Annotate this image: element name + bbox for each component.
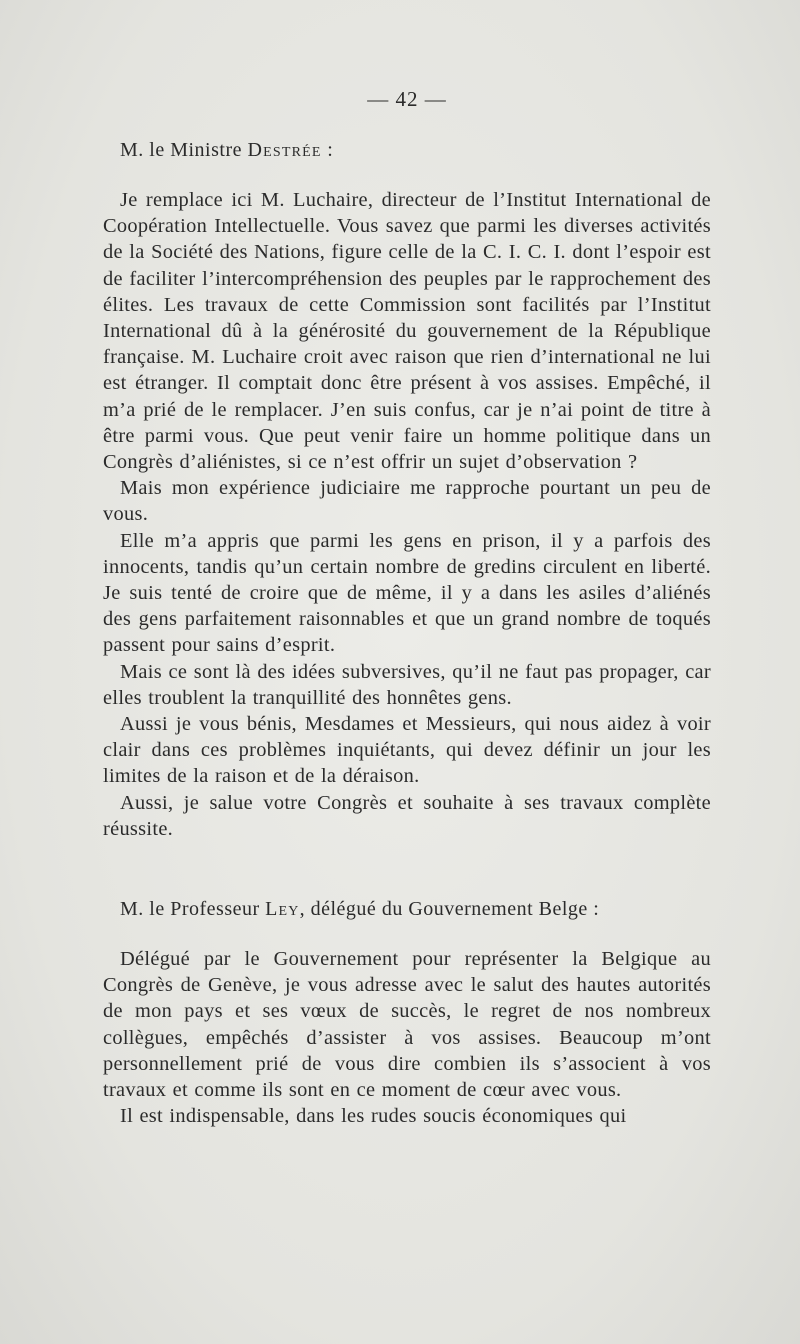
- speaker-prefix: M. le Professeur: [120, 898, 266, 921]
- paragraph: Mais ce sont là des idées subversives, qu’il ne faut pas propager, car elles troublent la tranquillité des honnêtes gens.: [103, 660, 711, 709]
- paragraph: Mais mon expérience judiciaire me rapproche pourtant un peu de vous.: [103, 477, 711, 526]
- speaker-suffix: , délégué du Gouvernement Belge :: [299, 898, 600, 921]
- speaker-prefix: M. le Ministre: [120, 139, 248, 161]
- paragraph: Aussi, je salue votre Congrès et souhaite à ses travaux complète réussite.: [103, 791, 711, 840]
- speaker-name: Ley: [265, 898, 300, 921]
- paragraph: Délégué par le Gouvernement pour représenter la Belgique au Congrès de Genève, je vous adresse avec le salut des hautes autorités de mon pays et ses vœux de succès, le regret de nos nombreux collègues, empêchés d’assister à vos assises. Beaucoup m’ont personnellement prié de vous dire combien ils s’associent à vos travaux et comme ils sont en ce moment de cœur avec vous.: [103, 948, 711, 1102]
- page-content: [103, 84, 711, 1130]
- speaker-suffix: :: [321, 139, 334, 161]
- paragraph: Elle m’a appris que parmi les gens en prison, il y a parfois des innocents, tandis qu’un certain nombre de gredins circulent en liberté. Je suis tenté de croire que de même, il y a dans les asiles d’aliénés des gens parfaitement raisonnables et que un grand nombre de toqués passent pour sains d’esprit.: [103, 529, 711, 657]
- section-gap: [103, 842, 711, 896]
- paragraph: Je remplace ici M. Luchaire, directeur de l’Institut International de Coopération Intellectuelle. Vous savez que parmi les diverses activités de la Société des Nations, figure celle de la C. I. C. I. dont l’espoir est de faciliter l’intercompréhension des peuples par le rapprochement des élites. Les travaux de cette Commission sont facilités par l’Institut International dû à la générosité du gouvernement de la République française. M. Luchaire croit avec raison que rien d’international ne lui est étranger. Il comptait donc être présent à vos assises. Empêché, il m’a prié de le remplacer. J’en suis confus, car je n’ai point de titre à être parmi vous. Que peut venir faire un homme politique dans un Congrès d’aliénistes, si ce n’est offrir un sujet d’observation ?: [103, 189, 711, 474]
- paragraph: Aussi je vous bénis, Mesdames et Messieurs, qui nous aidez à voir clair dans ces problèmes inquiétants, qui devez définir un jour les limites de la raison et de la déraison.: [103, 713, 711, 788]
- paragraph: Il est indispensable, dans les rudes soucis économiques qui: [120, 1105, 627, 1128]
- speaker-heading-ley: [120, 896, 711, 922]
- speaker-heading-destree: [120, 137, 711, 163]
- speaker-name: Destrée: [247, 139, 322, 161]
- page-number: — 42 —: [367, 87, 447, 111]
